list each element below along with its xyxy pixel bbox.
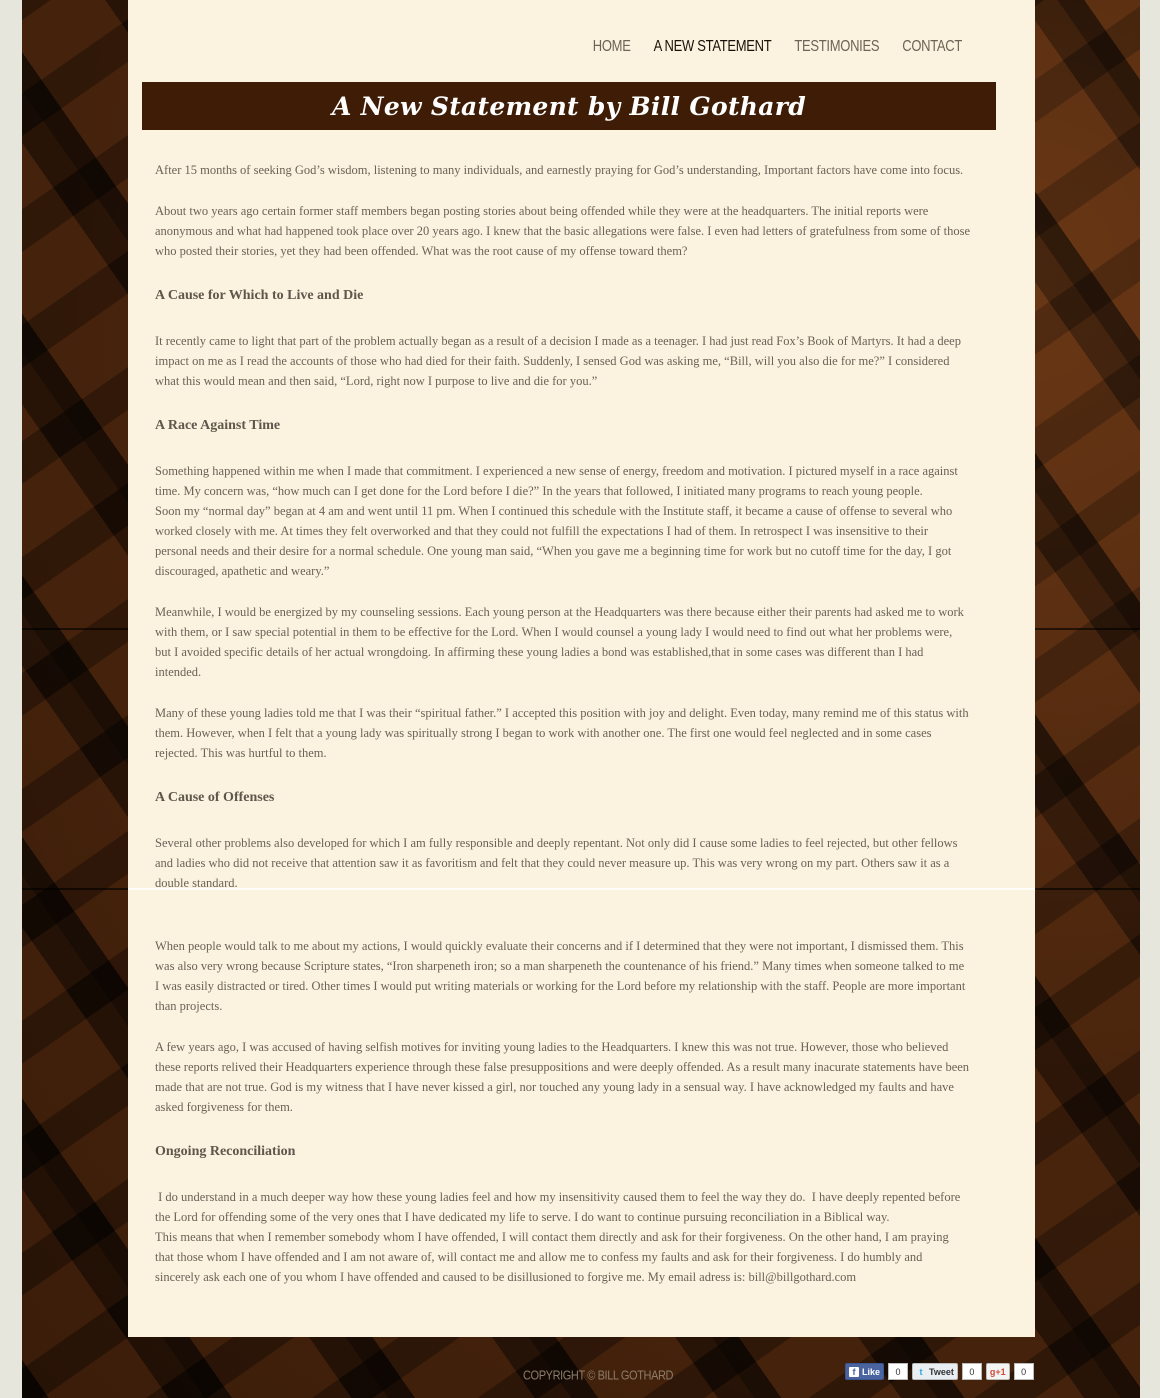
nav-testimonies[interactable]: TESTIMONIES [794, 36, 880, 55]
nav-home[interactable]: HOME [592, 36, 631, 55]
footer [0, 1366, 1160, 1386]
paragraph: After 15 months of seeking God’s wisdom, listening to many individuals, and earnestly praying for God’s understanding, Important factors have come into focus. [155, 163, 964, 177]
paragraph: Something happened within me when I made that commitment. I experienced a new sense of energy, freedom and motivation. I pictured myself in a race against time. My concern was, “how much can I get done for the Lord before I die?” In the years that followed, I initiated many programs to reach young people. [155, 464, 958, 498]
tweet-label: Tweet [929, 1366, 954, 1377]
twitter-icon: t [919, 1366, 923, 1377]
facebook-like-label: Like [862, 1366, 881, 1377]
nav-a-new-statement[interactable]: A NEW STATEMENT [653, 36, 772, 55]
facebook-like-button[interactable] [845, 1363, 884, 1380]
google-plus-label: g+1 [989, 1366, 1006, 1377]
paragraph: Several other problems also developed for which I am fully responsible and deeply repentant. Not only did I cause some ladies to feel rejected, but other fellows and ladies who did not receive that attention saw it as favoritism and felt that they could never measure up. This was very wrong on my part. Others saw it as a double standard. [155, 836, 958, 890]
paragraph: Many of these young ladies told me that I was their “spiritual father.” I accepted this position with joy and delight. Even today, many remind me of this status with them. However, when I felt that a young lady was spiritually strong I began to work with another one. The first one would feel neglected and in some cases rejected. This was hurtful to them. [155, 706, 969, 760]
tweet-count: 0 [962, 1363, 982, 1380]
section-heading: A Cause of Offenses [155, 790, 275, 805]
section-heading: A Race Against Time [155, 418, 281, 433]
paragraph: A few years ago, I was accused of having selfish motives for inviting young ladies to the Headquarters. I knew this was not true. However, those who believed these reports relived their Headquarters experience through these false presuppositions and were deeply offended. As a result many inacurate statements have been made that are not true. God is my witness that I have never kissed a girl, nor touched any young lady in a sensual way. I have acknowledged my faults and have asked forgiveness for them. [155, 1040, 970, 1114]
paragraph: When people would talk to me about my actions, I would quickly evaluate their concerns and if I determined that they were not important, I dismissed them. This was also very wrong because Scripture states, “Iron sharpeneth iron; so a man sharpeneth the countenance of his friend.” Many times when someone talked to me I was easily distracted or tired. Other times I would put writing materials or working for the Lord before my relationship with the staff. People are more important than projects. [155, 939, 966, 1013]
tweet-button[interactable] [912, 1363, 958, 1380]
google-plus-count: 0 [1014, 1363, 1034, 1380]
section-heading: A Cause for Which to Live and Die [155, 288, 364, 303]
social-buttons [845, 1363, 1034, 1380]
google-plus-button[interactable] [986, 1363, 1010, 1380]
facebook-like-count: 0 [888, 1363, 908, 1380]
paragraph: About two years ago certain former staff members began posting stories about being offended while they were at the headquarters. The initial reports were anonymous and what had happened took place over 20 years ago. I knew that the basic allegations were false. I even had letters of gratefulness from some of those who posted their stories, yet they had been offended. What was the root cause of my offense toward them? [155, 204, 971, 258]
main-nav [593, 38, 962, 53]
copyright-text: COPYRIGHT © BILL GOTHARD [523, 1369, 674, 1383]
paragraph: It recently came to light that part of the problem actually began as a result of a decision I made as a teenager. I had just read Fox’s Book of Martyrs. It had a deep impact on me as I read the accounts of those who had died for their faith. Suddenly, I sensed God was asking me, “Bill, will you also die for me?” I considered what this would mean and then said, “Lord, right now I purpose to live and die for you.” [155, 334, 961, 388]
spacer [155, 914, 970, 936]
section-heading: Ongoing Reconciliation [155, 1144, 296, 1159]
paragraph: Soon my “normal day” began at 4 am and went until 11 pm. When I continued this schedule with the Institute staff, it became a cause of offense to several who worked closely with me. At times they felt overworked and that they could not fulfill the expectations I had of them. In retrospect I was insensitive to their personal needs and their desire for a normal schedule. One young man said, “When you gave me a beginning time for work but no cutoff time for the day, I got discouraged, apathetic and weary.” [155, 504, 953, 578]
paragraph: This means that when I remember somebody whom I have offended, I will contact them directly and ask for their forgiveness. On the other hand, I am praying that those whom I have offended and I am not aware of, will contact me and allow me to confess my faults and ask for their forgiveness. I do humbly and sincerely ask each one of you whom I have offended and caused to be disillusioned to forgive me. My email adress is: bill@billgothard.com [155, 1230, 949, 1284]
facebook-icon: f [849, 1367, 859, 1377]
page-banner [142, 82, 996, 130]
page-title: A New Statement by Bill Gothard [331, 91, 807, 121]
nav-contact[interactable]: CONTACT [902, 36, 962, 55]
content-panel [128, 0, 1035, 1337]
paragraph: I do understand in a much deeper way how these young ladies feel and how my insensitivity caused them to feel the way they do. I have deeply repented before the Lord for offending some of the very ones that I have dedicated my life to serve. I do want to continue pursuing reconciliation in a Biblical way. [155, 1190, 964, 1224]
paragraph: Meanwhile, I would be energized by my counseling sessions. Each young person at the Headquarters was there because either their parents had asked me to work with them, or I saw special potential in them to be effective for the Lord. When I would counsel a young lady I would need to find out what her problems were, but I avoided specific details of her actual wrongdoing. In affirming these young ladies a bond was established,that in some cases was different than I had intended. [155, 605, 964, 679]
article-body [155, 160, 970, 1308]
